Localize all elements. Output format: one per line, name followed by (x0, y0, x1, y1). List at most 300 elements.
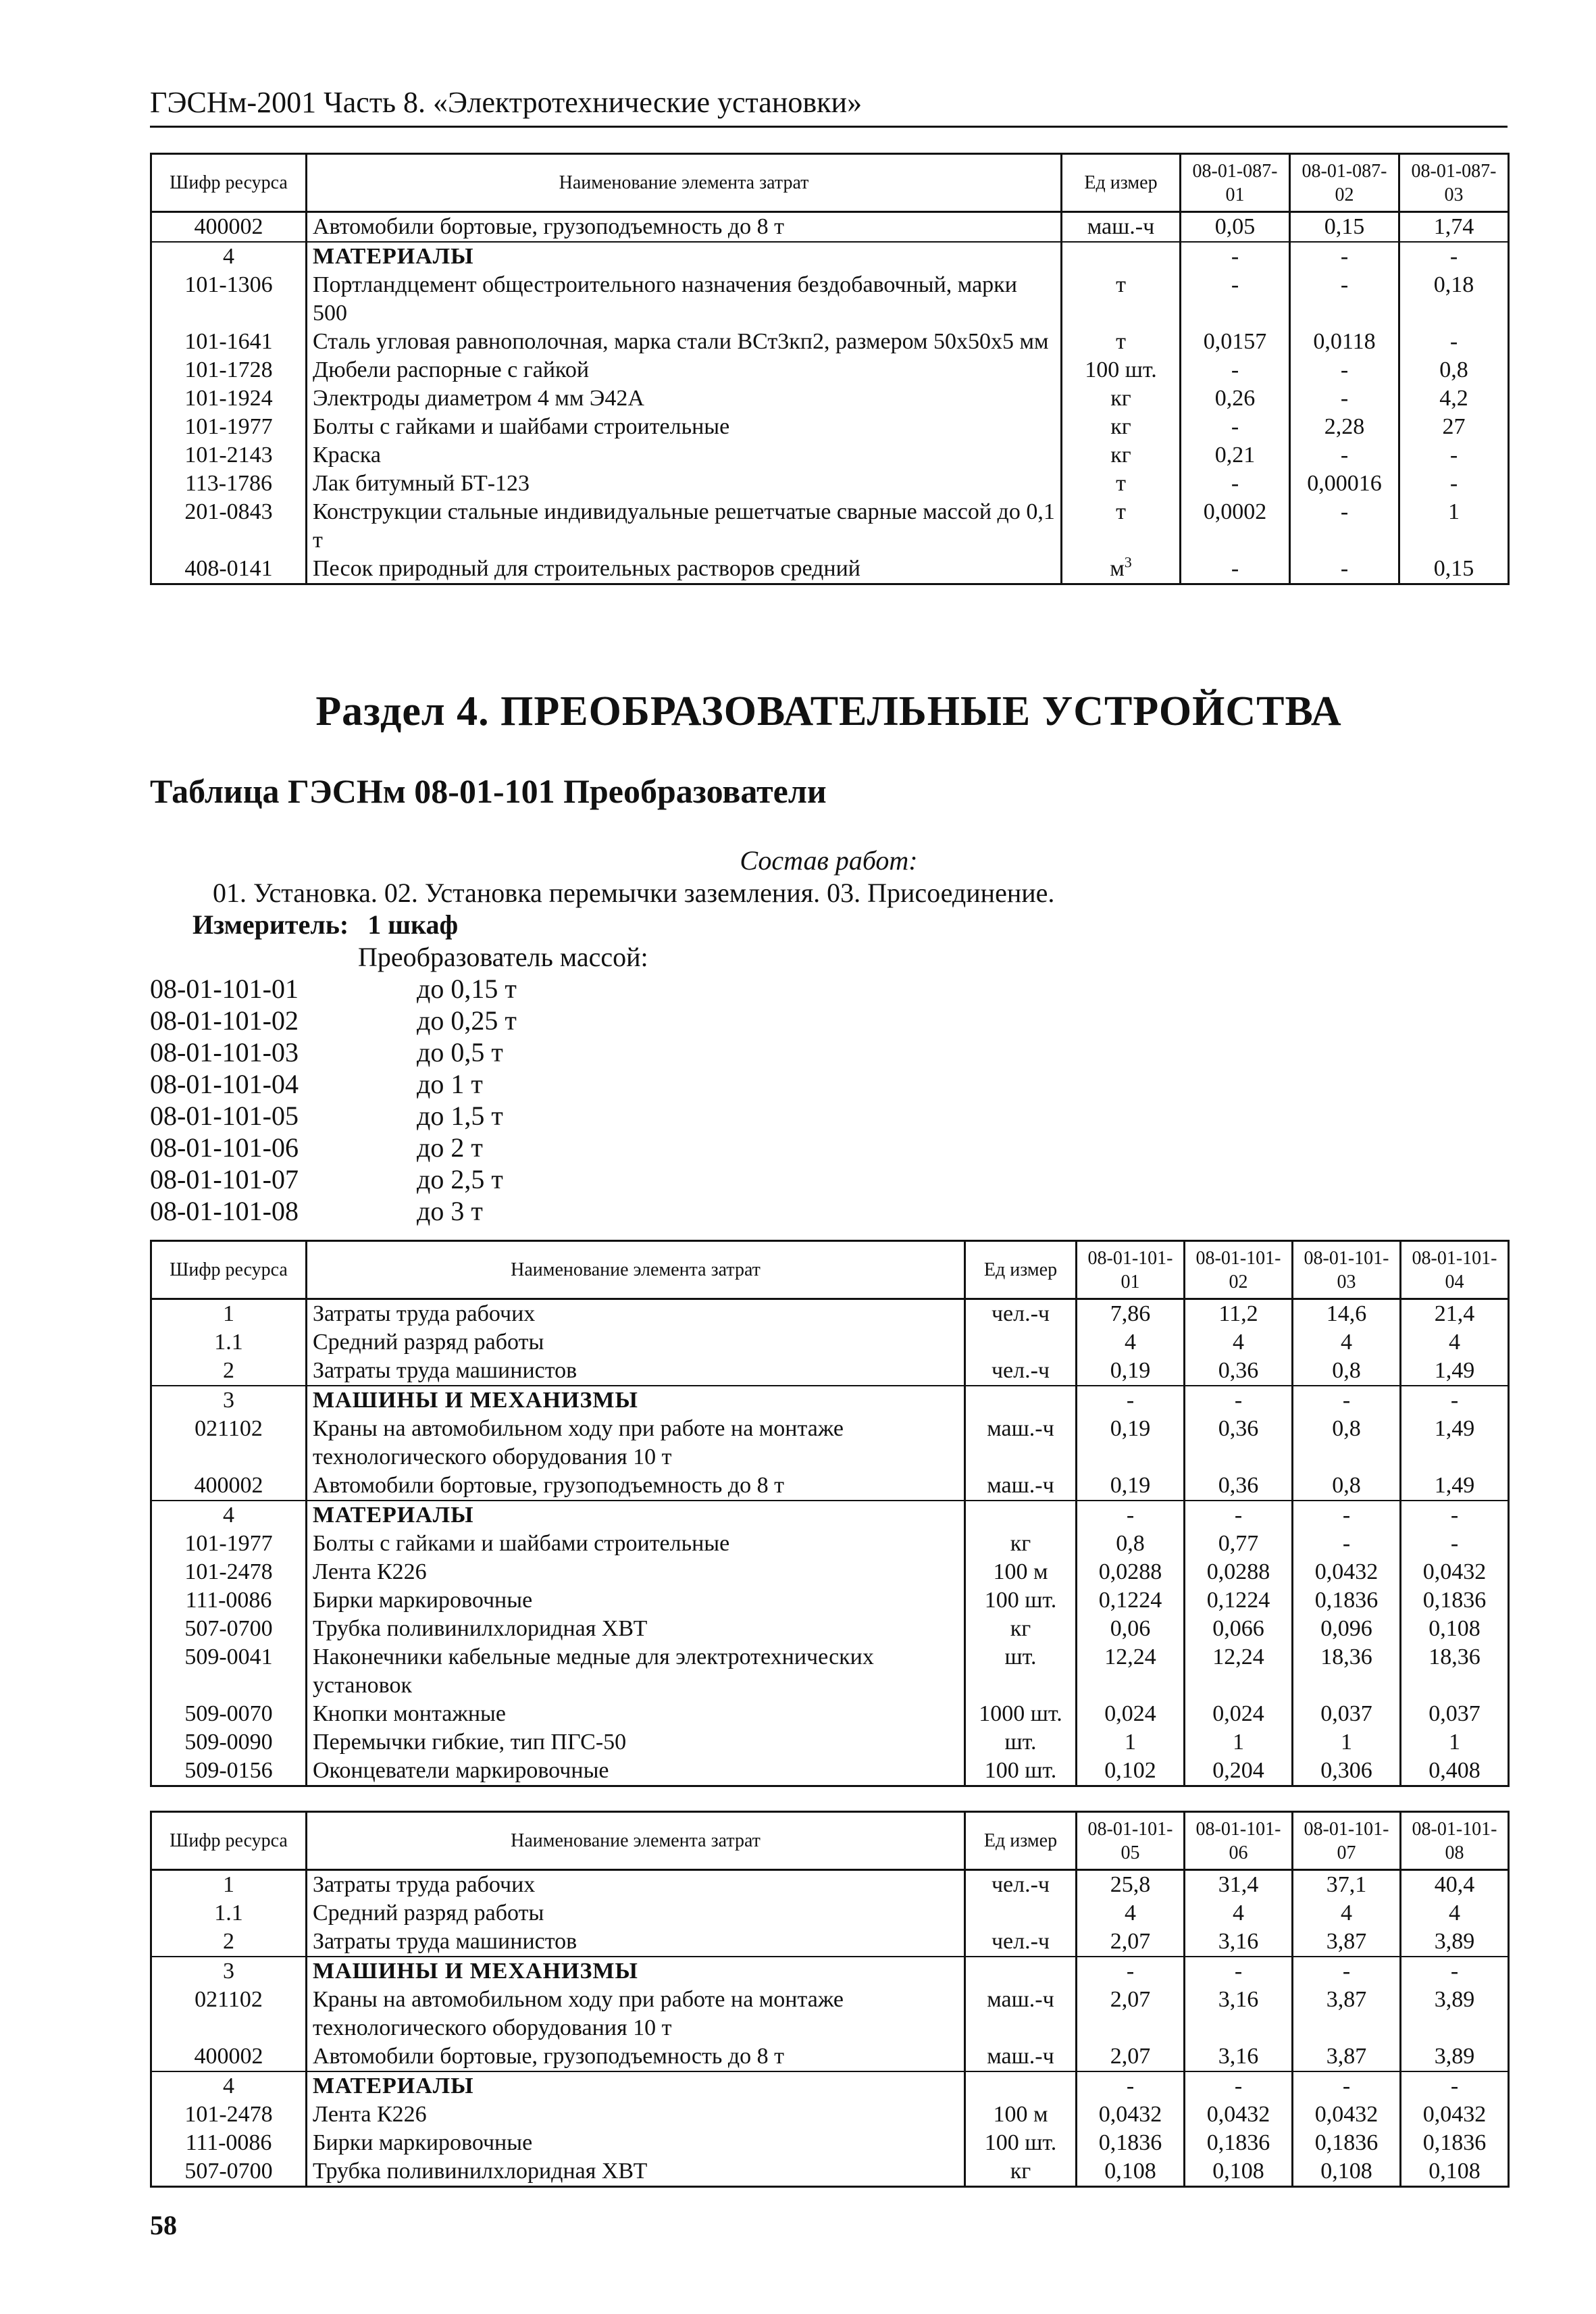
norm-value: 0,15 (1290, 212, 1399, 243)
col-header-norm: 08-01-101-08 (1401, 1812, 1509, 1870)
cost-element-name: Трубка поливинилхлоридная ХВТ (307, 2157, 965, 2187)
norm-value: 2,07 (1077, 1928, 1185, 1957)
resource-code: 1 (151, 1870, 307, 1900)
norm-value: - (1293, 1386, 1401, 1415)
resource-code: 3 (151, 1386, 307, 1415)
unit-cell (965, 2101, 1077, 2129)
resource-code: 101-1924 (151, 384, 307, 413)
resource-code: 507-0700 (151, 2157, 307, 2187)
norm-value: 1 (1401, 1728, 1509, 1757)
norm-value: 0,102 (1077, 1757, 1185, 1786)
unit-cell (965, 1357, 1077, 1386)
resource-code: 1.1 (151, 1899, 307, 1928)
norm-value: 1,49 (1401, 1357, 1509, 1386)
variant-mass: до 0,25 т (417, 1005, 517, 1036)
resource-code: 101-2478 (151, 1558, 307, 1586)
unit-cell (1062, 470, 1181, 498)
cost-element-name: Болты с гайками и шайбами строительные (307, 1530, 965, 1558)
table-body (151, 1299, 1509, 1786)
table-row (151, 384, 1509, 413)
resource-table-087 (150, 153, 1510, 585)
meter-line (192, 909, 458, 940)
unit: кг (1110, 414, 1131, 439)
resource-code: 400002 (151, 2042, 307, 2071)
table-row (151, 470, 1509, 498)
norm-value: 2,07 (1077, 1986, 1185, 2042)
cost-element-name: Краны на автомобильном ходу при работе на монтаже технологического оборудования 10 т (307, 1415, 965, 1472)
running-header: ГЭСНм-2001 Часть 8. «Электротехнические установки» (150, 86, 863, 119)
variant-mass: до 0,15 т (417, 974, 517, 1004)
norm-value: 0,77 (1185, 1530, 1293, 1558)
norm-value: 0,36 (1185, 1472, 1293, 1501)
col-header-unit: Ед измер (1062, 154, 1181, 212)
unit-cell (1062, 498, 1181, 555)
col-header-unit: Ед измер (965, 1241, 1077, 1299)
cost-element-name: Бирки маркировочные (307, 2129, 965, 2157)
meter-value: 1 шкаф (367, 909, 459, 940)
norm-value: 4 (1401, 1328, 1509, 1357)
norm-value: 0,26 (1181, 384, 1290, 413)
unit: 100 шт. (984, 1758, 1057, 1783)
norm-value: 0,1836 (1293, 2129, 1401, 2157)
table-row (151, 2157, 1509, 2187)
norm-value: 1 (1077, 1728, 1185, 1757)
table-body (151, 1870, 1509, 2187)
norm-value: 0,408 (1401, 1757, 1509, 1786)
category-row (151, 242, 1509, 271)
resource-code: 2 (151, 1928, 307, 1957)
norm-value: - (1290, 384, 1399, 413)
resource-code: 101-2143 (151, 441, 307, 470)
cost-element-name: Дюбели распорные с гайкой (307, 356, 1062, 384)
norm-value: 18,36 (1401, 1643, 1509, 1700)
unit-cell (965, 1728, 1077, 1757)
resource-code: 2 (151, 1357, 307, 1386)
norm-value: - (1293, 1501, 1401, 1530)
variant-code: 08-01-101-05 (150, 1101, 299, 1131)
norm-value: 1,49 (1401, 1415, 1509, 1472)
norm-value: 3,16 (1185, 1928, 1293, 1957)
col-header-norm: 08-01-101-04 (1401, 1241, 1509, 1299)
resource-code: 101-2478 (151, 2101, 307, 2129)
norm-value: 1,49 (1401, 1472, 1509, 1501)
unit-cell (965, 1586, 1077, 1615)
norm-value: 0,0432 (1185, 2101, 1293, 2129)
table-body (151, 212, 1509, 584)
norm-value: 0,0288 (1185, 1558, 1293, 1586)
col-header-norm: 08-01-087-02 (1290, 154, 1399, 212)
resource-code: 101-1977 (151, 1530, 307, 1558)
norm-value: 0,037 (1293, 1700, 1401, 1728)
resource-code: 021102 (151, 1415, 307, 1472)
norm-value: 0,0432 (1293, 2101, 1401, 2129)
norm-value: 0,108 (1401, 2157, 1509, 2187)
norm-value: - (1401, 1957, 1509, 1986)
variant-mass: до 2 т (417, 1132, 483, 1163)
norm-value: - (1077, 1501, 1185, 1530)
variant-code: 08-01-101-01 (150, 974, 299, 1004)
unit: кг (1110, 386, 1131, 411)
cost-element-name: Электроды диаметром 4 мм Э42А (307, 384, 1062, 413)
col-header-norm: 08-01-101-01 (1077, 1241, 1185, 1299)
norm-value: 4,2 (1399, 384, 1509, 413)
table-row (151, 1928, 1509, 1957)
variant-code: 08-01-101-06 (150, 1132, 299, 1163)
norm-value: 31,4 (1185, 1870, 1293, 1900)
table-row (151, 1986, 1509, 2042)
norm-value: - (1401, 1530, 1509, 1558)
category-row (151, 1501, 1509, 1530)
norm-value: 0,1836 (1401, 2129, 1509, 2157)
unit: 100 шт. (984, 1588, 1057, 1613)
table-row (151, 1357, 1509, 1386)
resource-code: 101-1641 (151, 328, 307, 356)
variant-mass: до 1,5 т (417, 1101, 503, 1131)
table-title: Таблица ГЭСНм 08-01-101 Преобразователи (150, 772, 827, 810)
unit-cell (965, 1530, 1077, 1558)
cost-element-name: Наконечники кабельные медные для электротехнических установок (307, 1643, 965, 1700)
resource-code: 1 (151, 1299, 307, 1329)
resource-code: 509-0090 (151, 1728, 307, 1757)
table-row (151, 1328, 1509, 1357)
norm-value: - (1077, 1957, 1185, 1986)
unit-cell (965, 2071, 1077, 2101)
norm-value: - (1181, 470, 1290, 498)
norm-value: 1 (1399, 498, 1509, 555)
norm-value: 3,87 (1293, 2042, 1401, 2071)
variant-mass: до 0,5 т (417, 1037, 503, 1067)
unit: кг (1010, 1616, 1031, 1641)
norm-value: 7,86 (1077, 1299, 1185, 1329)
table-row (151, 1728, 1509, 1757)
unit: чел.-ч (991, 1358, 1050, 1383)
resource-code: 509-0156 (151, 1757, 307, 1786)
unit-cell (965, 1328, 1077, 1357)
norm-value: - (1401, 2071, 1509, 2101)
norm-value: 0,0002 (1181, 498, 1290, 555)
col-header-name: Наименование элемента затрат (307, 1241, 965, 1299)
norm-value: 0,108 (1401, 1615, 1509, 1643)
unit: кг (1010, 1531, 1031, 1556)
table-row (151, 271, 1509, 328)
cost-element-name: Средний разряд работы (307, 1899, 965, 1928)
variant-item (150, 973, 517, 1005)
norm-value: 0,306 (1293, 1757, 1401, 1786)
norm-value: - (1181, 242, 1290, 271)
resource-code: 408-0141 (151, 555, 307, 584)
category-row (151, 2071, 1509, 2101)
unit: кг (1010, 2159, 1031, 2184)
norm-value: 14,6 (1293, 1299, 1401, 1329)
norm-value: 0,0432 (1401, 2101, 1509, 2129)
unit: кг (1110, 443, 1131, 468)
norm-value: 3,16 (1185, 1986, 1293, 2042)
cost-element-name: Автомобили бортовые, грузоподъемность до 8 т (307, 212, 1062, 243)
variant-item (150, 1163, 517, 1195)
norm-value: 0,19 (1077, 1357, 1185, 1386)
norm-value: 4 (1185, 1328, 1293, 1357)
cost-element-name: Трубка поливинилхлоридная ХВТ (307, 1615, 965, 1643)
norm-value: 0,1224 (1185, 1586, 1293, 1615)
category-row (151, 1957, 1509, 1986)
unit: 100 м (993, 1559, 1048, 1584)
norm-value: - (1290, 441, 1399, 470)
norm-value: 0,19 (1077, 1415, 1185, 1472)
cost-element-name: МАШИНЫ И МЕХАНИЗМЫ (307, 1957, 965, 1986)
resource-code: 509-0041 (151, 1643, 307, 1700)
norm-value: 0,00016 (1290, 470, 1399, 498)
norm-value: 12,24 (1185, 1643, 1293, 1700)
unit-cell (965, 1415, 1077, 1472)
norm-value: 0,1836 (1401, 1586, 1509, 1615)
unit: шт. (1004, 1730, 1037, 1755)
cost-element-name: МАШИНЫ И МЕХАНИЗМЫ (307, 1386, 965, 1415)
col-header-norm: 08-01-087-03 (1399, 154, 1509, 212)
resource-code: 4 (151, 1501, 307, 1530)
resource-code: 201-0843 (151, 498, 307, 555)
resource-code: 101-1728 (151, 356, 307, 384)
resource-code: 111-0086 (151, 1586, 307, 1615)
norm-value: 0,36 (1185, 1415, 1293, 1472)
table-row (151, 1472, 1509, 1501)
norm-value: 0,8 (1293, 1472, 1401, 1501)
norm-value: 0,8 (1293, 1357, 1401, 1386)
norm-value: - (1077, 2071, 1185, 2101)
norm-value: 0,8 (1399, 356, 1509, 384)
unit-cell (1062, 384, 1181, 413)
norm-value: - (1290, 242, 1399, 271)
unit-cell (1062, 555, 1181, 584)
col-header-norm: 08-01-101-03 (1293, 1241, 1401, 1299)
unit-cell (1062, 212, 1181, 243)
norm-value: - (1181, 413, 1290, 441)
col-header-code: Шифр ресурса (151, 1241, 307, 1299)
norm-value: 0,096 (1293, 1615, 1401, 1643)
cost-element-name: Перемычки гибкие, тип ПГС-50 (307, 1728, 965, 1757)
unit: м (1110, 556, 1125, 581)
norm-value: - (1077, 1386, 1185, 1415)
table-row (151, 1586, 1509, 1615)
variant-item (150, 1036, 517, 1068)
unit: т (1116, 471, 1126, 496)
norm-value: - (1399, 441, 1509, 470)
table-row (151, 1530, 1509, 1558)
cost-element-name: Краска (307, 441, 1062, 470)
norm-value: 1 (1185, 1728, 1293, 1757)
table-row (151, 1415, 1509, 1472)
unit-cell (1062, 271, 1181, 328)
cost-element-name: Лента К226 (307, 1558, 965, 1586)
unit-cell (965, 1757, 1077, 1786)
resource-table-101-01-04 (150, 1240, 1510, 1787)
norm-value: 0,1836 (1185, 2129, 1293, 2157)
norm-value: 12,24 (1077, 1643, 1185, 1700)
unit: 100 шт. (1085, 357, 1157, 382)
unit: чел.-ч (991, 1929, 1050, 1954)
table-row (151, 2101, 1509, 2129)
category-row (151, 1386, 1509, 1415)
norm-value: - (1290, 555, 1399, 584)
norm-value: - (1185, 2071, 1293, 2101)
norm-value: 4 (1401, 1899, 1509, 1928)
unit: шт. (1004, 1644, 1037, 1669)
variant-code: 08-01-101-04 (150, 1069, 299, 1099)
norm-value: - (1290, 356, 1399, 384)
cost-element-name: Затраты труда рабочих (307, 1870, 965, 1900)
norm-value: 0,21 (1181, 441, 1290, 470)
table-row (151, 441, 1509, 470)
norm-value: 0,108 (1077, 2157, 1185, 2187)
norm-value: 2,07 (1077, 2042, 1185, 2071)
table-row (151, 1299, 1509, 1329)
table-row (151, 1558, 1509, 1586)
table-row (151, 1757, 1509, 1786)
cost-element-name: Лак битумный БТ-123 (307, 470, 1062, 498)
cost-element-name: Средний разряд работы (307, 1328, 965, 1357)
norm-value: 0,108 (1185, 2157, 1293, 2187)
unit-cell (965, 1986, 1077, 2042)
mass-heading: Преобразователь массой: (358, 942, 648, 972)
unit-cell (965, 2157, 1077, 2187)
col-header-name: Наименование элемента затрат (307, 154, 1062, 212)
table-row (151, 1870, 1509, 1900)
norm-value: 0,06 (1077, 1615, 1185, 1643)
unit-cell (965, 2129, 1077, 2157)
resource-code: 509-0070 (151, 1700, 307, 1728)
norm-value: - (1290, 498, 1399, 555)
cost-element-name: Краны на автомобильном ходу при работе на монтаже технологического оборудования 10 т (307, 1986, 965, 2042)
resource-code: 400002 (151, 212, 307, 243)
unit: маш.-ч (987, 1473, 1054, 1498)
variant-code: 08-01-101-03 (150, 1037, 299, 1067)
norm-value: 4 (1293, 1899, 1401, 1928)
unit-cell (1062, 413, 1181, 441)
norm-value: 2,28 (1290, 413, 1399, 441)
unit-cell (965, 1957, 1077, 1986)
unit-cell (965, 1386, 1077, 1415)
resource-code: 400002 (151, 1472, 307, 1501)
variant-code: 08-01-101-07 (150, 1164, 299, 1194)
norm-value: 0,1836 (1293, 1586, 1401, 1615)
norm-value: 0,19 (1077, 1472, 1185, 1501)
norm-value: 0,8 (1077, 1530, 1185, 1558)
col-header-norm: 08-01-101-07 (1293, 1812, 1401, 1870)
table-row (151, 498, 1509, 555)
col-header-norm: 08-01-101-05 (1077, 1812, 1185, 1870)
norm-value: 0,8 (1293, 1415, 1401, 1472)
norm-value: - (1399, 328, 1509, 356)
table-row (151, 356, 1509, 384)
norm-value: - (1185, 1501, 1293, 1530)
col-header-unit: Ед измер (965, 1812, 1077, 1870)
norm-value: - (1401, 1386, 1509, 1415)
norm-value: 4 (1185, 1899, 1293, 1928)
unit: т (1116, 329, 1126, 354)
cost-element-name: Песок природный для строительных растворов средний (307, 555, 1062, 584)
norm-value: - (1293, 2071, 1401, 2101)
norm-value: - (1399, 242, 1509, 271)
norm-value: - (1181, 271, 1290, 328)
unit: 100 шт. (984, 2130, 1057, 2155)
variant-mass: до 1 т (417, 1069, 483, 1099)
norm-value: 0,024 (1185, 1700, 1293, 1728)
col-header-norm: 08-01-087-01 (1181, 154, 1290, 212)
section-title: Раздел 4. ПРЕОБРАЗОВАТЕЛЬНЫЕ УСТРОЙСТВА (315, 688, 1342, 734)
unit: маш.-ч (1087, 214, 1155, 239)
col-header-name: Наименование элемента затрат (307, 1812, 965, 1870)
norm-value: 0,05 (1181, 212, 1290, 243)
norm-value: 3,87 (1293, 1986, 1401, 2042)
header-rule (150, 126, 1508, 128)
meter-label: Измеритель: (192, 909, 349, 940)
norm-value: 0,36 (1185, 1357, 1293, 1386)
resource-code: 4 (151, 2071, 307, 2101)
col-header-norm: 08-01-101-02 (1185, 1241, 1293, 1299)
norm-value: - (1293, 1530, 1401, 1558)
norm-value: 3,16 (1185, 2042, 1293, 2071)
unit-cell (965, 1928, 1077, 1957)
norm-value: 0,1836 (1077, 2129, 1185, 2157)
variant-mass: до 3 т (417, 1196, 483, 1226)
unit-cell (965, 1643, 1077, 1700)
resource-code: 4 (151, 242, 307, 271)
norm-value: 0,0157 (1181, 328, 1290, 356)
cost-element-name: Оконцеватели маркировочные (307, 1757, 965, 1786)
resource-code: 113-1786 (151, 470, 307, 498)
norm-value: - (1185, 1386, 1293, 1415)
cost-element-name: Конструкции стальные индивидуальные решетчатые сварные массой до 0,1 т (307, 498, 1062, 555)
norm-value: 0,024 (1077, 1700, 1185, 1728)
table-row (151, 1899, 1509, 1928)
norm-value: 0,0432 (1401, 1558, 1509, 1586)
norm-value: - (1181, 555, 1290, 584)
unit: маш.-ч (987, 2044, 1054, 2069)
work-composition-heading: Состав работ: (740, 845, 918, 876)
norm-value: 0,108 (1293, 2157, 1401, 2187)
variant-item (150, 1100, 517, 1132)
cost-element-name: Лента К226 (307, 2101, 965, 2129)
cost-element-name: МАТЕРИАЛЫ (307, 1501, 965, 1530)
cost-element-name: Кнопки монтажные (307, 1700, 965, 1728)
unit-cell (1062, 328, 1181, 356)
norm-value: 0,0432 (1293, 1558, 1401, 1586)
page-number: 58 (150, 2210, 177, 2240)
unit: маш.-ч (987, 1416, 1054, 1441)
cost-element-name: Болты с гайками и шайбами строительные (307, 413, 1062, 441)
unit: т (1116, 499, 1126, 524)
unit-superscript: 3 (1124, 555, 1132, 571)
norm-value: - (1401, 1501, 1509, 1530)
norm-value: 3,89 (1401, 2042, 1509, 2071)
table-row (151, 413, 1509, 441)
resource-table-101-05-08 (150, 1811, 1510, 2188)
variant-item (150, 1195, 517, 1227)
cost-element-name: Портландцемент общестроительного назначения бездобавочный, марки 500 (307, 271, 1062, 328)
unit-cell (1062, 356, 1181, 384)
work-composition-list: 01. Установка. 02. Установка перемычки заземления. 03. Присоединение. (213, 878, 1055, 908)
unit: 1000 шт. (979, 1701, 1062, 1726)
variant-code: 08-01-101-08 (150, 1196, 299, 1226)
table-row (151, 1615, 1509, 1643)
col-header-code: Шифр ресурса (151, 1812, 307, 1870)
norm-value: 3,89 (1401, 1928, 1509, 1957)
table-row (151, 2042, 1509, 2071)
norm-value: 25,8 (1077, 1870, 1185, 1900)
variant-list (150, 973, 517, 1227)
unit-cell (965, 1700, 1077, 1728)
unit-cell (965, 1501, 1077, 1530)
norm-value: 1 (1293, 1728, 1401, 1757)
